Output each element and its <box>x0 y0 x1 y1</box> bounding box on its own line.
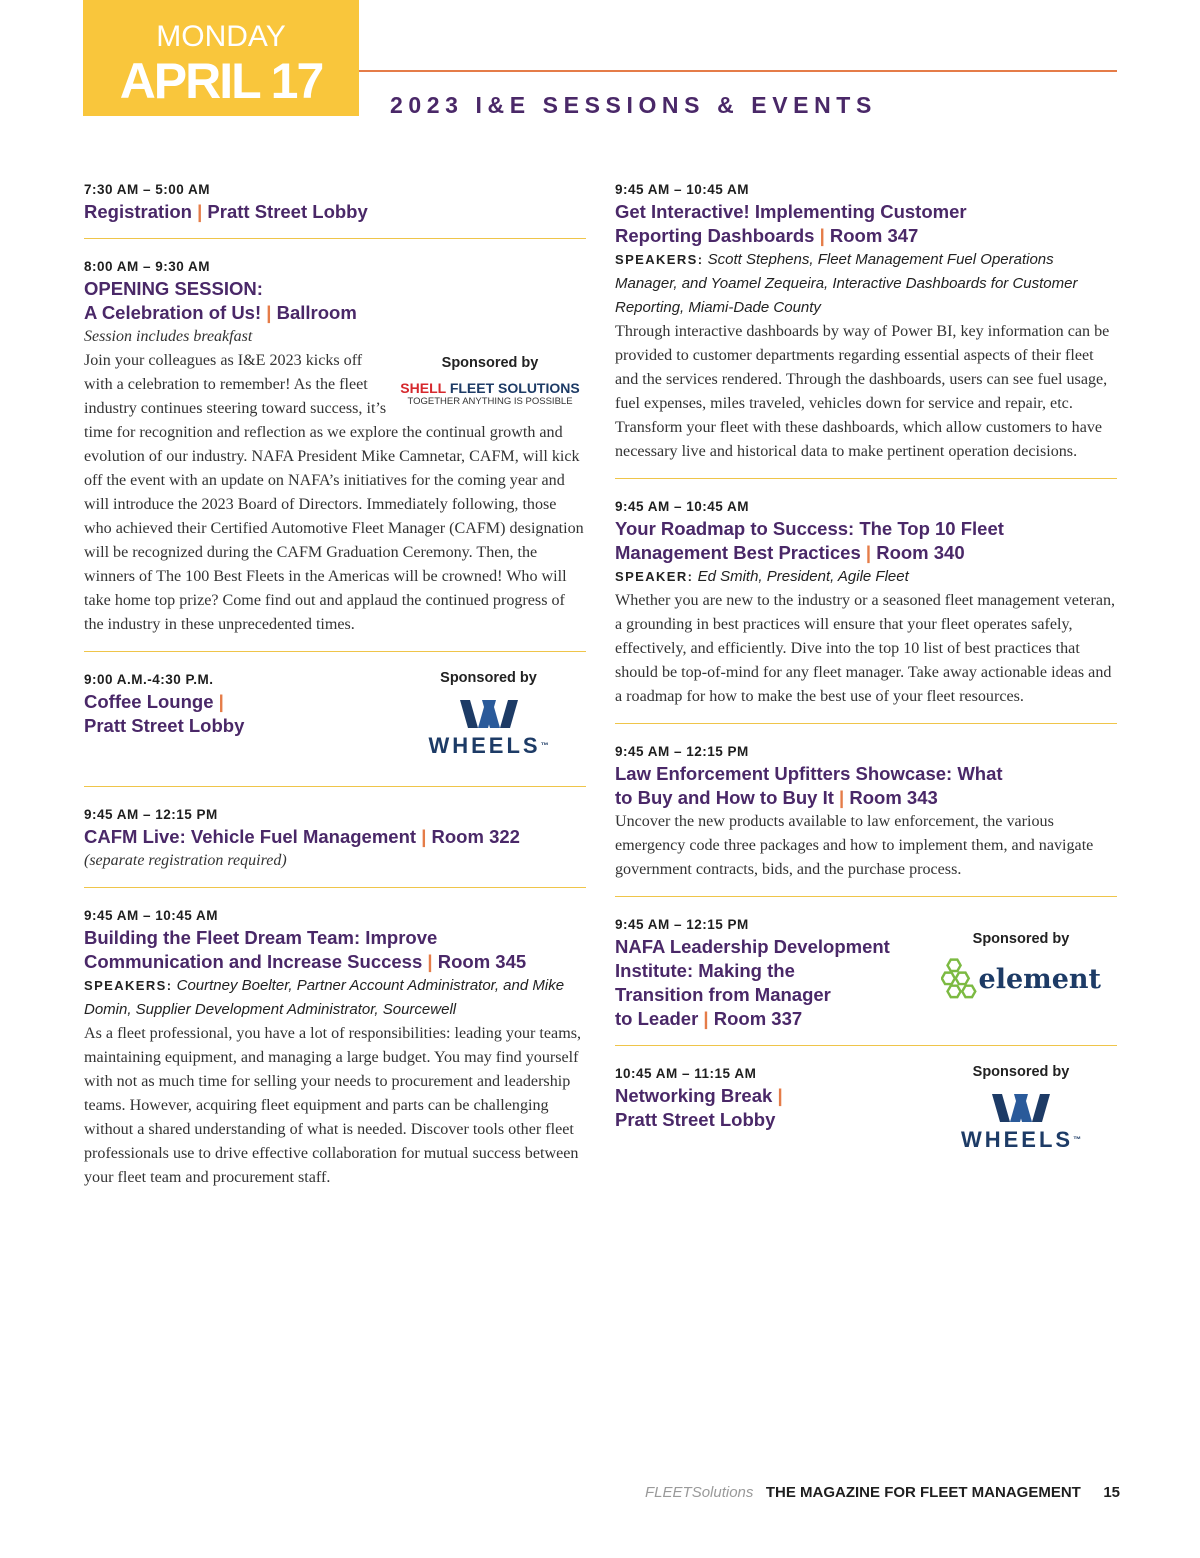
session-speakers <box>615 565 1117 589</box>
session-time: 9:45 AM – 10:45 AM <box>615 499 750 514</box>
wheels-name: WHEELS <box>960 1127 1074 1152</box>
sponsor-label: Sponsored by <box>441 355 539 371</box>
element-logo <box>941 953 1101 1007</box>
session-time: 9:45 AM – 12:15 PM <box>615 744 749 759</box>
session-roadmap <box>615 497 1117 724</box>
separator: | <box>421 826 427 847</box>
date-date: APRIL 17 <box>119 53 323 109</box>
session-title-line: Building the Fleet Dream Team: Improve <box>84 927 438 948</box>
speakers-label: SPEAKERS: <box>615 252 704 267</box>
sponsor-block <box>941 931 1101 1007</box>
session-speakers <box>615 248 1117 320</box>
session-note: (separate registration required) <box>84 852 287 869</box>
session-title <box>615 517 1117 565</box>
shell-brand: SHELL <box>400 380 446 396</box>
session-cafm-live <box>84 805 586 888</box>
session-title <box>84 926 586 974</box>
session-title <box>84 277 586 325</box>
session-description: Through interactive dashboards by way of Power BI, key information can be provided to customer departments regarding essential aspects of their fleet and the services rendered. Through the dashboards, users can see fuel usage, fuel expenses, miles traveled, vehicles down for service and repair, etc. Transform your fleet with these dashboards, which allow customers to have necessary live and historical data to make pertinent operation decisions. <box>615 323 1110 460</box>
shell-tagline: TOGETHER ANYTHING IS POSSIBLE <box>407 396 573 407</box>
session-title-line: Communication and Increase Success <box>84 951 423 972</box>
session-title-line: NAFA Leadership Development <box>615 936 890 957</box>
session-title <box>615 200 1117 248</box>
separator: | <box>703 1008 709 1029</box>
session-law-enforcement <box>615 742 1117 897</box>
page-number: 15 <box>1103 1484 1120 1501</box>
separator: | <box>777 1085 783 1106</box>
sponsor-block <box>941 1064 1101 1151</box>
session-description: Uncover the new products available to law enforcement, the various emergency code three packages and how to implement them, and navigate government contracts, bids, and the purchase process. <box>615 813 1094 878</box>
sponsor-label: Sponsored by <box>972 931 1070 947</box>
session-title-line: Reporting Dashboards <box>615 225 815 246</box>
element-logo-icon <box>941 953 979 1007</box>
session-title-line: Transition from Manager <box>615 984 831 1005</box>
speakers-names: Ed Smith, President, Agile Fleet <box>697 568 909 585</box>
session-room: Room 343 <box>849 787 938 808</box>
session-title-text: Coffee Lounge <box>84 691 214 712</box>
session-room: Room 337 <box>713 1008 803 1029</box>
session-networking-break <box>615 1064 1117 1152</box>
session-title <box>84 825 586 849</box>
sponsor-block <box>406 670 571 757</box>
session-room: Pratt Street Lobby <box>207 201 368 222</box>
wheels-wordmark <box>406 735 571 757</box>
session-title-line: Your Roadmap to Success: The Top 10 Fleet <box>615 518 1004 539</box>
element-wordmark: element <box>978 964 1101 995</box>
session-description: Whether you are new to the industry or a seasoned fleet management veteran, a grounding in best practices will ensure that your fleet operates safely, effectively, and efficiently. Dive into the top 10 list of best practices that should be top-of-mind for any fleet manager. Take away actionable ideas and a roadmap for how to make the best use of your fleet resources. <box>615 592 1116 705</box>
separator: | <box>266 302 272 323</box>
separator: | <box>218 691 224 712</box>
trademark-mark: ™ <box>1073 1135 1082 1144</box>
session-opening <box>84 257 586 652</box>
session-room: Room 340 <box>876 542 965 563</box>
shell-name: FLEET SOLUTIONS <box>449 380 580 396</box>
session-room: Ballroom <box>276 302 357 323</box>
session-title-line: Law Enforcement Upfitters Showcase: What <box>615 763 1003 784</box>
session-title-line: Management Best Practices <box>615 542 861 563</box>
session-room: Room 345 <box>437 951 527 972</box>
session-time: 10:45 AM – 11:15 AM <box>615 1066 757 1081</box>
speakers-names: Scott Stephens, Fleet Management Fuel Operations Manager, and Yoamel Zequeira, Interactive Dashboards for Customer Reporting, Miami-Dade County <box>615 251 1078 316</box>
session-title-text: Networking Break <box>615 1085 773 1106</box>
session-title-line: Institute: Making the <box>615 960 795 981</box>
speakers-label: SPEAKER: <box>615 569 694 584</box>
left-column <box>84 180 586 1222</box>
session-title-line: to Leader <box>615 1008 699 1029</box>
page-title: 2023 I&E SESSIONS & EVENTS <box>390 92 877 118</box>
wheels-name: WHEELS <box>428 733 541 758</box>
session-description: Join your colleagues as I&E 2023 kicks off with a celebration to remember! As the fleet industry continues steering toward success, it’s time for recognition and reflection as we explore the continual growth and evolution of our industry. NAFA President Mike Camnetar, CAFM, will kick off the event with an update on NAFA’s initiatives for the coming year and will introduce the 2023 Board of Directors. Immediately following, those who achieved their Certified Automotive Fleet Manager (CAFM) designation will be recognized during the CAFM Graduation Ceremony. Then, the winners of The 100 Best Fleets in the Americas will be crowned! Who will take home top prize? Come find out and applaud the continued progress of the industry in these unprecedented times. <box>84 352 584 633</box>
sponsor-label: Sponsored by <box>440 670 537 686</box>
session-title-line: OPENING SESSION: <box>84 278 263 299</box>
separator: | <box>427 951 433 972</box>
session-title <box>615 762 1117 810</box>
session-leadership-institute <box>615 915 1117 1046</box>
separator: | <box>865 542 872 563</box>
session-title-line: to Buy and How to Buy It <box>615 787 834 808</box>
session-time: 9:00 A.M.-4:30 P.M. <box>84 672 214 687</box>
speakers-names: Courtney Boelter, Partner Account Administrator, and Mike Domin, Supplier Development Administrator, Sourcewell <box>84 977 565 1018</box>
sponsor-label: Sponsored by <box>972 1064 1070 1080</box>
session-title-text: CAFM Live: Vehicle Fuel Management <box>84 826 417 847</box>
session-time: 9:45 AM – 10:45 AM <box>615 182 750 197</box>
session-dream-team <box>84 906 586 1204</box>
session-description: As a fleet professional, you have a lot of responsibilities: leading your teams, maintaining equipment, and managing a large budget. You may find yourself with not as much time for selling your needs to procurement and leadership teams. However, acquiring fleet equipment and parts can be challenging without a shared understanding of what is needed. Discover tools other fleet professionals use to drive effective collaboration for mutual success between your fleet team and procurement staff. <box>84 1025 581 1186</box>
date-block <box>83 0 359 116</box>
session-room: Room 347 <box>829 225 919 246</box>
session-time: 9:45 AM – 12:15 PM <box>84 807 218 822</box>
separator: | <box>819 225 825 246</box>
separator: | <box>839 787 845 808</box>
right-column <box>615 180 1117 1164</box>
trademark-mark: ™ <box>540 741 549 750</box>
shell-fleet-solutions-logo <box>400 381 580 407</box>
footer-tagline: THE MAGAZINE FOR FLEET MANAGEMENT <box>765 1484 1081 1501</box>
session-title-line: Get Interactive! Implementing Customer <box>615 201 967 222</box>
session-title-line: A Celebration of Us! <box>84 302 262 323</box>
speakers-label: SPEAKERS: <box>84 978 173 993</box>
session-time: 9:45 AM – 10:45 AM <box>84 908 219 923</box>
session-title-text: Registration <box>84 201 192 222</box>
sponsor-block <box>400 355 580 407</box>
session-room: Pratt Street Lobby <box>615 1109 776 1130</box>
date-day: MONDAY <box>156 20 286 53</box>
session-time: 7:30 AM – 5:00 AM <box>84 182 211 197</box>
page-footer <box>645 1484 1120 1502</box>
session-time: 8:00 AM – 9:30 AM <box>84 259 211 274</box>
wheels-wordmark <box>941 1129 1101 1151</box>
session-note: Session includes breakfast <box>84 328 253 345</box>
session-registration <box>84 180 586 239</box>
session-time: 9:45 AM – 12:15 PM <box>615 917 749 932</box>
header-rule <box>359 70 1117 72</box>
separator: | <box>197 201 203 222</box>
session-coffee-lounge <box>84 670 586 787</box>
session-room: Room 322 <box>431 826 520 847</box>
session-interactive-dashboards <box>615 180 1117 479</box>
footer-magazine-name: FLEETSolutions <box>645 1484 754 1501</box>
session-title <box>84 200 586 224</box>
wheels-logo-icon <box>458 698 520 730</box>
session-speakers <box>84 974 586 1022</box>
wheels-logo-icon <box>990 1092 1052 1124</box>
session-room: Pratt Street Lobby <box>84 715 245 736</box>
